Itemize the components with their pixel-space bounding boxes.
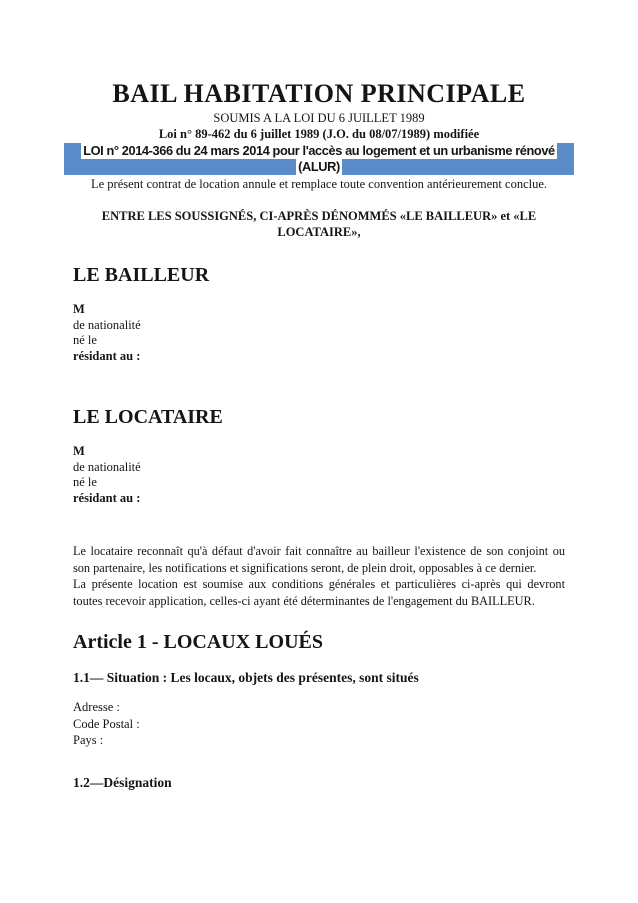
field-code-postal: Code Postal : [73, 716, 140, 731]
notice-line: Le présent contrat de location annule et remplace toute convention antérieurement conclue. [90, 177, 548, 191]
paragraph-conjoint: Le locataire reconnaît qu'à défaut d'avoir fait connaître au bailleur l'existence de son conjoint ou son partenaire, les notifications et significations seront, de plein droit, opposables à ce dernier. [73, 544, 565, 575]
bailleur-field-birthdate: né le [73, 333, 97, 347]
field-pays: Pays : [73, 733, 104, 747]
locataire-fields [73, 444, 565, 506]
bailleur-field-civility: M [73, 302, 85, 316]
field-adresse: Adresse : [73, 700, 120, 714]
alur-line-2 [64, 159, 574, 175]
alur-line-1-text: LOI n° 2014-366 du 24 mars 2014 pour l'accès au logement et un urbanisme rénové [83, 143, 555, 158]
bailleur-field-address: résidant au : [73, 348, 141, 363]
section-heading-locataire: LE LOCATAIRE [73, 406, 223, 428]
section-1-1-heading: 1.1— Situation : Les locaux, objets des présentes, sont situés [73, 670, 419, 685]
bailleur-fields [73, 302, 565, 364]
section-1-2-heading: 1.2—Désignation [73, 774, 172, 790]
article1-heading: Article 1 - LOCAUX LOUÉS [73, 631, 323, 653]
section-heading-bailleur: LE BAILLEUR [73, 264, 210, 286]
bailleur-field-nationality: de nationalité [73, 317, 141, 332]
locataire-field-address: résidant au : [73, 490, 141, 505]
alur-line-2-text: (ALUR) [298, 159, 340, 174]
parties-intro: ENTRE LES SOUSSIGNÉS, CI-APRÈS DÉNOMMÉS «LE BAILLEUR» et «LE LOCATAIRE», [101, 209, 537, 239]
document-title: BAIL HABITATION PRINCIPALE [112, 79, 526, 108]
law-reference-line: Loi n° 89-462 du 6 juillet 1989 (J.O. du 08/07/1989) modifiée [158, 127, 480, 141]
alur-highlight-block [64, 143, 574, 175]
document-subtitle: SOUMIS A LA LOI DU 6 JUILLET 1989 [213, 111, 425, 125]
locataire-field-nationality: de nationalité [73, 459, 141, 474]
alur-line-1 [64, 143, 574, 159]
locataire-field-civility: M [73, 444, 85, 458]
locataire-field-birthdate: né le [73, 475, 97, 489]
situation-fields [73, 699, 565, 749]
conditions-paragraphs [73, 543, 565, 609]
paragraph-conditions: La présente location est soumise aux conditions générales et particulières ci-après qui devront toutes recevoir application, celles-ci ayant été déterminantes de l'engagement du BAILLEUR. [73, 577, 565, 608]
